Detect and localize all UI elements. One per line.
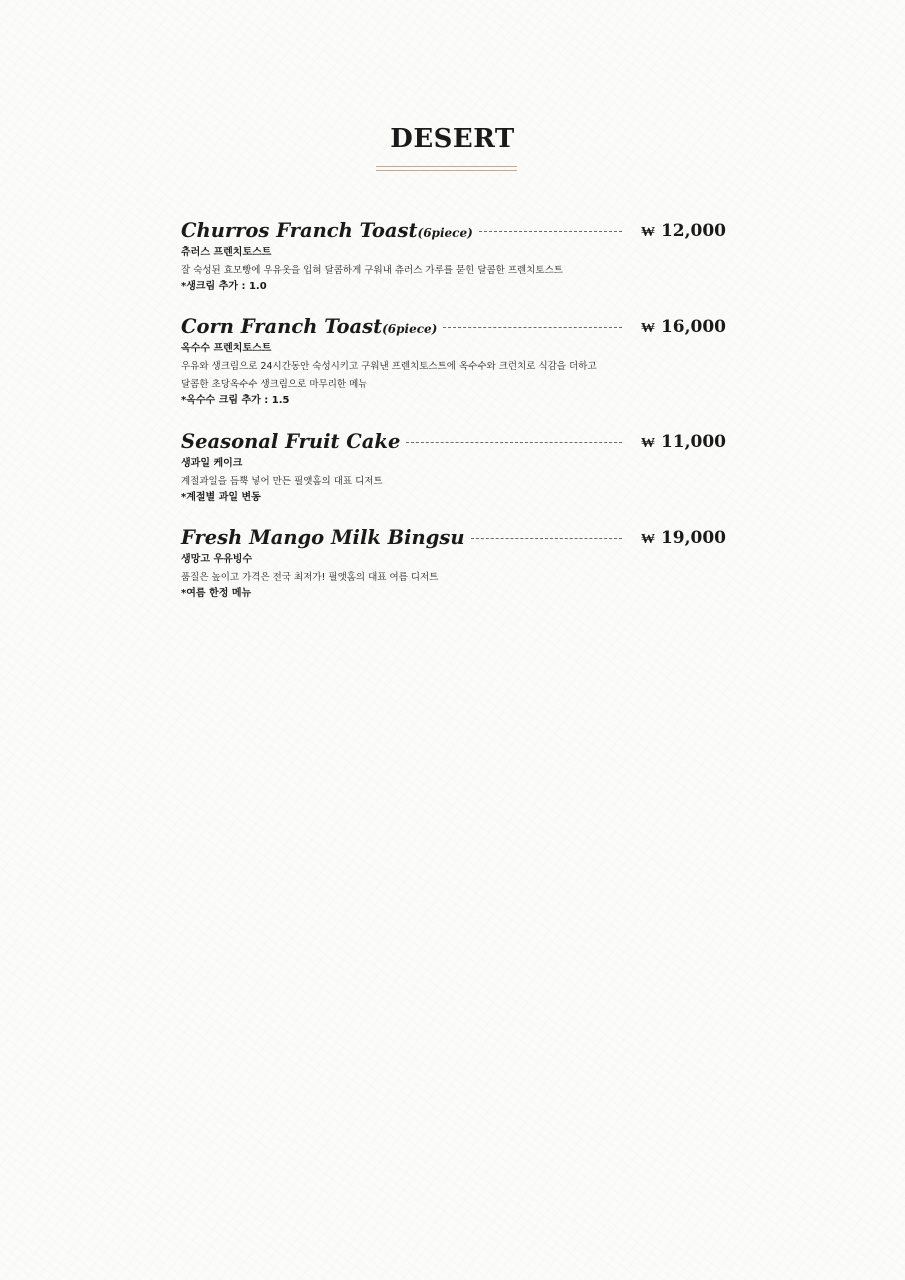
menu-item-header [181, 219, 726, 243]
menu-item-description-line: 품질은 높이고 가격은 전국 최저가! 필앳홈의 대표 여름 디저트 [181, 572, 439, 583]
menu-item-description-line: 우유와 생크림으로 24시간동안 숙성시키고 구워낸 프렌치토스트에 옥수수와 크런치로 식감을 더하고 [181, 361, 597, 372]
menu-item-description-line: 잘 숙성된 효모빵에 우유옷을 입혀 달콤하게 구워내 츄러스 가루를 묻힌 달콤한 프렌치토스트 [181, 265, 563, 276]
menu-item-fresh-mango-milk-bingsu [181, 526, 726, 602]
menu-item-korean-name: 츄러스 프렌치토스트 [181, 247, 272, 258]
menu-item-price-value: 19,000 [660, 528, 726, 548]
menu-item-name-text: Corn Franch Toast [181, 315, 383, 338]
menu-item-name-text: Fresh Mango Milk Bingsu [181, 526, 465, 549]
menu-item-price [641, 526, 726, 551]
menu-item-header [181, 526, 726, 550]
menu-item-price [641, 219, 726, 244]
menu-item-name-suffix: (6piece) [382, 322, 438, 336]
menu-item-name [181, 315, 437, 341]
dotted-leader [479, 231, 622, 232]
menu-item-churros-franch-toast [181, 219, 726, 295]
won-currency-symbol: ₩ [640, 531, 655, 547]
menu-item-header [181, 430, 726, 454]
menu-item-name-text: Churros Franch Toast [181, 219, 418, 242]
won-currency-symbol: ₩ [640, 224, 655, 240]
menu-item-description-line: 달콤한 초당옥수수 생크림으로 마무리한 메뉴 [181, 379, 368, 390]
menu-item-note: *계절별 과일 변동 [181, 492, 261, 503]
menu-item-name-suffix: (6piece) [417, 226, 473, 240]
page-title: DESERT [390, 124, 515, 154]
menu-item-price [641, 315, 726, 340]
dotted-leader [406, 442, 622, 443]
menu-item-name [181, 219, 473, 245]
menu-item-note: *옥수수 크림 추가 : 1.5 [181, 395, 290, 406]
menu-item-corn-franch-toast [181, 315, 726, 409]
title-rule-top [376, 166, 517, 167]
won-currency-symbol: ₩ [640, 435, 655, 451]
won-currency-symbol: ₩ [640, 320, 655, 336]
menu-item-price-value: 11,000 [660, 432, 726, 452]
title-rule-bottom [376, 170, 517, 171]
menu-item-header [181, 315, 726, 339]
menu-item-seasonal-fruit-cake [181, 430, 726, 506]
menu-item-price-value: 12,000 [660, 221, 726, 241]
menu-item-korean-name: 옥수수 프렌치토스트 [181, 343, 272, 354]
dotted-leader [471, 538, 622, 539]
menu-item-name-text: Seasonal Fruit Cake [181, 430, 401, 453]
menu-item-name [181, 430, 400, 456]
menu-item-name [181, 526, 465, 552]
dotted-leader [443, 327, 622, 328]
menu-item-price-value: 16,000 [660, 317, 726, 337]
menu-item-price [641, 430, 726, 455]
menu-item-korean-name: 생망고 우유빙수 [181, 554, 253, 565]
menu-item-description-line: 계절과일을 듬뿍 넣어 만든 필앳홈의 대표 디저트 [181, 476, 383, 487]
menu-item-note: *여름 한정 메뉴 [181, 588, 252, 599]
menu-item-korean-name: 생과일 케이크 [181, 458, 243, 469]
menu-item-note: *생크림 추가 : 1.0 [181, 281, 267, 292]
